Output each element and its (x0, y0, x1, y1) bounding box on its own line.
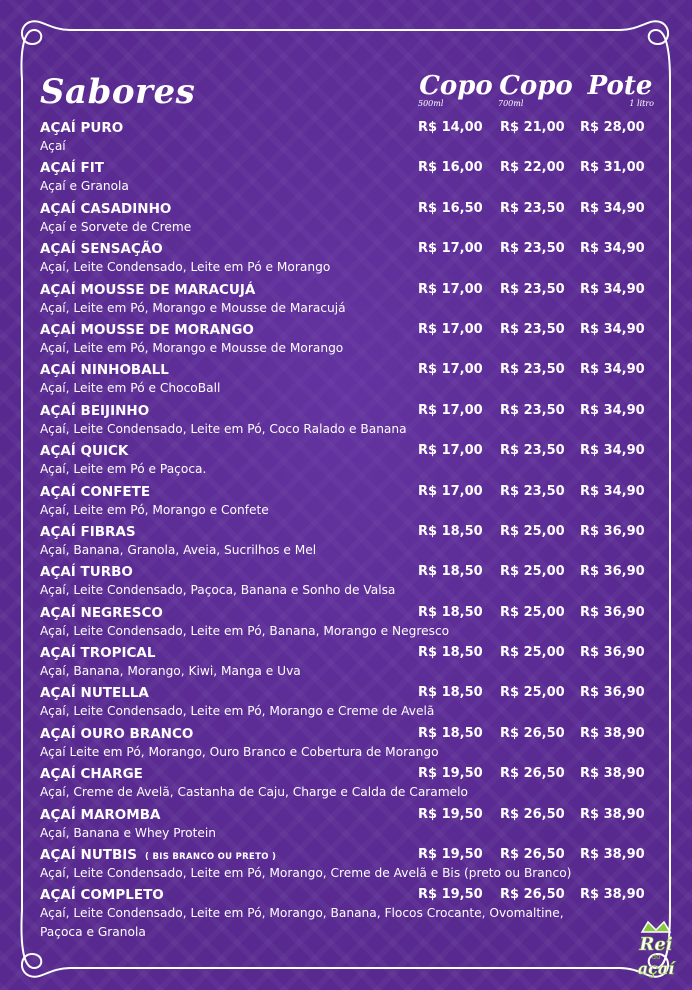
price-copo-700: R$ 26,50 (500, 847, 565, 863)
logo-line1: Rei (639, 934, 673, 955)
price-copo-700: R$ 26,50 (500, 766, 565, 782)
price-copo-500: R$ 18,50 (418, 645, 483, 661)
price-copo-700: R$ 26,50 (500, 806, 565, 822)
item-name-text: AÇAÍ PURO (40, 120, 124, 136)
item-name (40, 887, 164, 903)
column-header-pote (580, 72, 660, 108)
item-name-text: AÇAÍ NUTELLA (40, 685, 149, 702)
item-name (40, 322, 254, 338)
menu-header (40, 71, 654, 114)
price-copo-500: R$ 17,00 (418, 483, 483, 499)
item-name-text: AÇAÍ COMPLETO (40, 887, 164, 904)
price-copo-500: R$ 18,50 (418, 725, 483, 741)
logo-line3: açaí (637, 959, 675, 978)
item-name-text: AÇAÍ NEGRESCO (40, 604, 163, 621)
price-copo-700: R$ 25,00 (500, 685, 565, 701)
item-name-text: AÇAÍ CONFETE (40, 483, 151, 500)
item-name (40, 443, 128, 459)
column-header-copo-500 (416, 72, 496, 108)
item-description: Açaí, Leite Condensado, Leite em Pó, Banana, Morango e Negresco (40, 623, 450, 638)
price-copo-700: R$ 26,50 (500, 725, 565, 741)
item-name (40, 160, 104, 176)
price-copo-700: R$ 23,50 (500, 321, 565, 337)
item-description: Açaí, Leite Condensado, Paçoca, Banana e Sonho de Valsa (40, 583, 396, 598)
price-copo-700: R$ 25,00 (500, 564, 565, 580)
price-pote-1l: R$ 31,00 (580, 160, 645, 176)
item-name (40, 120, 123, 136)
item-description: Açaí e Sorvete de Creme (40, 219, 192, 234)
price-copo-500: R$ 16,50 (418, 200, 483, 216)
price-copo-500: R$ 19,50 (418, 766, 483, 782)
menu-item (40, 441, 652, 481)
price-pote-1l: R$ 34,90 (580, 281, 645, 297)
crown-icon (642, 922, 670, 932)
price-copo-700: R$ 23,50 (500, 200, 565, 216)
price-pote-1l: R$ 36,90 (580, 523, 645, 539)
price-copo-500: R$ 17,00 (418, 362, 483, 378)
menu-list (40, 118, 652, 940)
item-description: Açaí e Granola (40, 179, 129, 194)
price-copo-500: R$ 17,00 (418, 281, 483, 297)
item-name (40, 685, 149, 701)
price-copo-700: R$ 23,50 (500, 443, 565, 459)
price-copo-700: R$ 23,50 (500, 281, 565, 297)
item-name-text: AÇAÍ QUICK (40, 443, 129, 460)
price-copo-700: R$ 21,00 (500, 120, 565, 135)
item-name (40, 726, 193, 742)
menu-item (40, 562, 652, 602)
item-name-text: AÇAÍ FIT (40, 160, 104, 177)
item-description: Açaí, Leite Condensado, Leite em Pó, Morango, Creme de Avelã e Bis (preto ou Branco) (40, 866, 572, 881)
item-note: ( BIS BRANCO OU PRETO ) (145, 852, 277, 863)
rei-do-acai-logo (628, 918, 684, 978)
price-copo-700: R$ 23,50 (500, 402, 565, 418)
price-pote-1l: R$ 34,90 (580, 241, 645, 257)
column-size: 500ml (418, 99, 444, 108)
price-copo-500: R$ 17,00 (418, 321, 483, 337)
item-description: Açaí, Banana, Morango, Kiwi, Manga e Uva (40, 664, 301, 679)
item-description: Açaí (40, 139, 66, 153)
menu-item (40, 158, 652, 198)
price-pote-1l: R$ 36,90 (580, 645, 645, 661)
page-title: Sabores (40, 72, 196, 112)
menu-item (40, 320, 652, 360)
column-label: Pote (587, 71, 653, 101)
price-copo-700: R$ 25,00 (500, 604, 565, 620)
price-pote-1l: R$ 34,90 (580, 443, 645, 459)
column-header-copo-700 (496, 72, 576, 108)
price-copo-700: R$ 22,00 (500, 160, 565, 176)
item-name-text: AÇAÍ CASADINHO (40, 200, 172, 217)
menu-item (40, 239, 652, 279)
menu-item (40, 280, 652, 320)
price-pote-1l: R$ 34,90 (580, 483, 645, 499)
item-name (40, 282, 255, 298)
menu-item (40, 845, 652, 885)
item-name (40, 807, 160, 823)
item-name (40, 403, 149, 419)
item-name (40, 564, 133, 580)
item-description: Açaí, Banana e Whey Protein (40, 825, 216, 840)
menu-item (40, 643, 652, 683)
price-copo-500: R$ 18,50 (418, 564, 483, 580)
price-copo-700: R$ 23,50 (500, 483, 565, 499)
price-pote-1l: R$ 36,90 (580, 564, 645, 580)
item-name-text: AÇAÍ FIBRAS (40, 523, 136, 540)
price-pote-1l: R$ 34,90 (580, 402, 645, 418)
item-name (40, 847, 276, 863)
item-name-text: AÇAÍ MOUSSE DE MARACUJÁ (40, 281, 256, 298)
price-copo-700: R$ 25,00 (500, 645, 565, 661)
menu-item (40, 764, 652, 804)
item-name-text: AÇAÍ SENSAÇÃO (40, 241, 163, 258)
item-description: Açaí, Leite Condensado, Leite em Pó, Coco Ralado e Banana (40, 421, 407, 436)
price-copo-700: R$ 25,00 (500, 523, 565, 539)
item-description: Açaí, Leite em Pó e Paçoca. (40, 462, 207, 477)
item-name (40, 362, 169, 378)
price-pote-1l: R$ 38,90 (580, 847, 645, 863)
menu-item (40, 360, 652, 400)
item-name-text: AÇAÍ MOUSSE DE MORANGO (40, 321, 254, 338)
item-name-text: AÇAÍ NUTBIS (40, 847, 138, 864)
price-pote-1l: R$ 36,90 (580, 685, 645, 701)
menu-item (40, 522, 652, 562)
item-name-text: AÇAÍ MAROMBA (40, 806, 161, 823)
item-name-text: AÇAÍ BEIJINHO (40, 402, 150, 419)
item-description: Açaí, Leite em Pó, Morango e Confete (40, 502, 269, 517)
column-label: Copo (499, 71, 573, 101)
menu-item (40, 118, 652, 158)
price-copo-500: R$ 17,00 (418, 402, 483, 418)
item-description: Açaí, Creme de Avelã, Castanha de Caju, Charge e Calda de Caramelo (40, 785, 468, 800)
item-description: Açaí, Leite em Pó, Morango e Mousse de Maracujá (40, 300, 346, 315)
price-pote-1l: R$ 38,90 (580, 766, 645, 782)
item-name (40, 201, 171, 217)
item-name-text: AÇAÍ CHARGE (40, 766, 143, 783)
price-pote-1l: R$ 28,00 (580, 120, 645, 135)
price-copo-700: R$ 23,50 (500, 362, 565, 378)
price-copo-500: R$ 17,00 (418, 443, 483, 459)
price-pote-1l: R$ 34,90 (580, 362, 645, 378)
item-name-text: AÇAÍ OURO BRANCO (40, 725, 194, 742)
price-copo-700: R$ 26,50 (500, 887, 565, 903)
price-copo-500: R$ 17,00 (418, 241, 483, 257)
column-size: 1 litro (629, 99, 654, 108)
menu-item (40, 603, 652, 643)
item-description: Açaí, Leite Condensado, Leite em Pó e Morango (40, 260, 331, 275)
price-copo-500: R$ 19,50 (418, 847, 483, 863)
item-description: Açaí Leite em Pó, Morango, Ouro Branco e Cobertura de Morango (40, 744, 439, 759)
price-copo-500: R$ 18,50 (418, 523, 483, 539)
item-name-text: AÇAÍ NINHOBALL (40, 362, 169, 379)
menu-item (40, 683, 652, 723)
price-copo-500: R$ 19,50 (418, 806, 483, 822)
menu-item (40, 199, 652, 239)
price-pote-1l: R$ 34,90 (580, 200, 645, 216)
price-copo-500: R$ 19,50 (418, 887, 483, 903)
price-copo-700: R$ 23,50 (500, 241, 565, 257)
price-pote-1l: R$ 36,90 (580, 604, 645, 620)
price-pote-1l: R$ 34,90 (580, 321, 645, 337)
price-copo-500: R$ 18,50 (418, 685, 483, 701)
price-copo-500: R$ 16,00 (418, 160, 483, 176)
menu-item (40, 401, 652, 441)
item-description: Açaí, Banana, Granola, Aveia, Sucrilhos e Mel (40, 542, 317, 557)
price-copo-500: R$ 14,00 (418, 120, 483, 135)
item-name (40, 484, 150, 500)
item-description: Açaí, Leite em Pó, Morango e Mousse de Morango (40, 340, 344, 355)
menu-item (40, 805, 652, 845)
column-label: Copo (419, 71, 493, 101)
item-description: Açaí, Leite Condensado, Leite em Pó, Morango, Banana, Flocos Crocante, Ovomaltine, (40, 906, 564, 921)
item-name (40, 605, 163, 621)
item-name (40, 645, 155, 661)
price-pote-1l: R$ 38,90 (580, 887, 645, 903)
menu-item (40, 885, 652, 940)
item-name-text: AÇAÍ TROPICAL (40, 645, 156, 662)
item-description: Açaí, Leite em Pó e ChocoBall (40, 381, 221, 396)
logo-line2: do (651, 953, 661, 961)
column-size: 700ml (498, 99, 524, 108)
price-pote-1l: R$ 38,90 (580, 725, 645, 741)
item-name-text: AÇAÍ TURBO (40, 564, 133, 581)
menu-item (40, 724, 652, 764)
item-description-continued: Paçoca e Granola (40, 925, 146, 940)
item-description: Açaí, Leite Condensado, Leite em Pó, Morango e Creme de Avelã (40, 704, 435, 719)
item-name (40, 766, 143, 782)
price-pote-1l: R$ 38,90 (580, 806, 645, 822)
item-name (40, 241, 163, 257)
price-copo-500: R$ 18,50 (418, 604, 483, 620)
item-name (40, 524, 136, 540)
menu-item (40, 482, 652, 522)
